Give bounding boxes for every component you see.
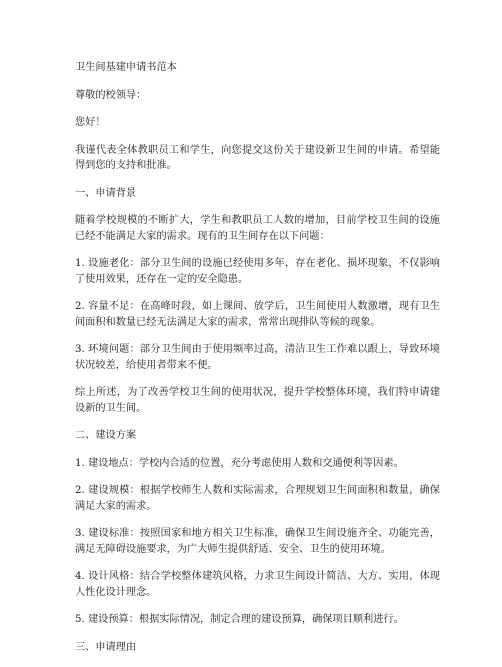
background-item-2: 2. 容量不足：在高峰时段，如上课间、放学后，卫生间使用人数激增，现有卫生间面积和数量已经无法满足大家的需求，常常出现排队等候的现象。 bbox=[75, 301, 440, 328]
section-heading-reasons: 三、申请理由 bbox=[75, 641, 137, 653]
salutation: 尊敬的校领导： bbox=[75, 89, 147, 101]
background-item-3: 3. 环境问题：部分卫生间由于使用频率过高，清洁卫生工作难以跟上，导致环境状况较差，给使用者带来不便。 bbox=[75, 344, 440, 371]
document-title: 卫生间基建申请书范本 bbox=[75, 62, 177, 73]
plan-item-5: 5. 建设预算：根据实际情况，制定合理的建设预算，确保项目顺利进行。 bbox=[75, 614, 404, 625]
section-heading-plan: 二、建设方案 bbox=[75, 430, 137, 441]
plan-item-2: 2. 建设规模：根据学校师生人数和实际需求，合理规划卫生间面积和数量，确保满足大家的需求。 bbox=[75, 485, 440, 512]
background-item-1: 1. 设施老化：部分卫生间的设施已经使用多年，存在老化、损坏现象，不仅影响了使用效果，还存在一定的安全隐患。 bbox=[75, 258, 440, 285]
plan-item-1: 1. 建设地点：学校内合适的位置，充分考虑使用人数和交通便利等因素。 bbox=[75, 457, 404, 469]
plan-item-4: 4. 设计风格：结合学校整体建筑风格，力求卫生间设计简洁、大方、实用，体现人性化设计理念。 bbox=[75, 571, 440, 598]
plan-item-3: 3. 建设标准：按照国家和地方相关卫生标准，确保卫生间设施齐全、功能完善，满足无障碍设施要求，为广大师生提供舒适、安全、卫生的使用环境。 bbox=[75, 528, 440, 555]
background-conclusion: 综上所述，为了改善学校卫生间的使用状况，提升学校整体环境，我们特申请建设新的卫生间。 bbox=[75, 387, 440, 414]
background-lead-paragraph: 随着学校规模的不断扩大，学生和教职员工人数的增加，目前学校卫生间的设施已经不能满足大家的需求。现有的卫生间存在以下问题： bbox=[75, 215, 440, 242]
section-heading-background: 一、申请背景 bbox=[75, 187, 137, 199]
document-page bbox=[75, 60, 440, 667]
intro-paragraph: 我谨代表全体教职员工和学生，向您提交这份关于建设新卫生间的申请。希望能得到您的支持和批准。 bbox=[75, 144, 440, 171]
greeting: 您好！ bbox=[75, 117, 106, 128]
